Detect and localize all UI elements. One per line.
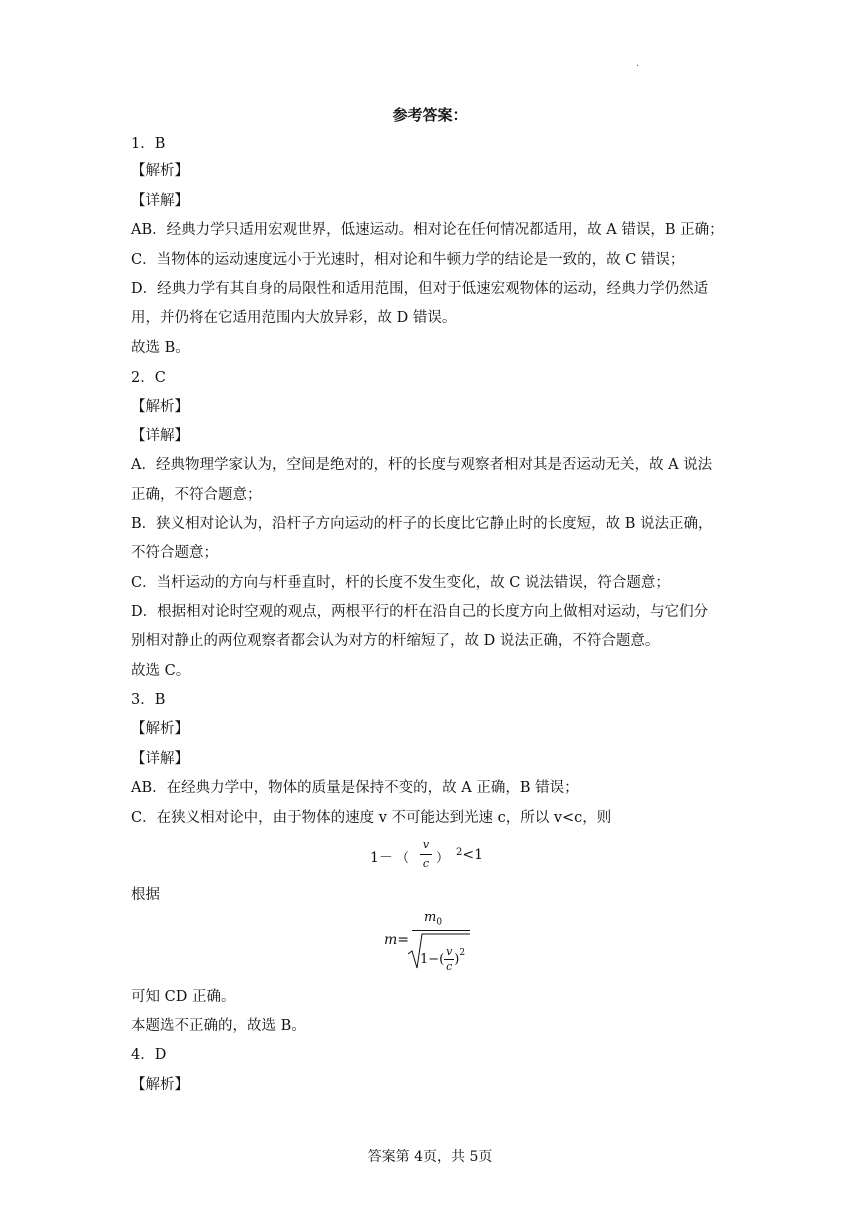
text-line: 故选 B。 [131,340,190,356]
text-line: 【详解】 [131,193,189,209]
text-line: C．在狭义相对论中，由于物体的速度 v 不可能达到光速 c，所以 v<c，则 [131,810,612,826]
formula-lhs: m= [384,932,410,948]
text-line-after-formula1: 根据 [131,887,160,903]
text-line: A．经典物理学家认为，空间是绝对的，杆的长度与观察者相对其是否运动无关，故 A 说法 [131,457,713,473]
text-line: D．根据相对论时空观的观点，两根平行的杆在沿自己的长度方向上做相对运动，与它们分 [131,604,709,620]
text-line: 不符合题意； [131,545,218,561]
text-line: 用，并仍将在它适用范围内大放异彩，故 D 错误。 [131,310,457,326]
text-line: 正确，不符合题意； [131,487,262,503]
page-footer: 答案第 4页，共 5页 [367,1149,493,1165]
text-line: 1．B [131,136,166,152]
rest-mass-symbol: m [424,910,437,925]
text-line: 【解析】 [131,399,189,415]
formula-one-minus: 1－ [370,850,393,866]
formula-right-paren: ） [436,851,450,866]
text-line: 本题选不正确的，故选 B。 [131,1018,306,1034]
page-title: 参考答案： [392,106,468,124]
text-line: 【详解】 [131,751,189,767]
formula-exponent: 2 [456,847,463,858]
radicand [420,946,465,973]
relativistic-mass-formula [384,908,484,974]
text-line: AB．经典力学只适用宏观世界，低速运动。相对论在任何情况都适用，故 A 错误，B 正确； [131,222,724,238]
text-line: 【解析】 [131,1077,189,1093]
text-line: 4．D [131,1047,167,1063]
text-line: 3．B [131,692,166,708]
formula-numerator [424,910,442,928]
formula-less-than-one: <1 [462,847,484,863]
v-over-c-fraction [420,838,432,871]
radicand-exponent: 2 [459,948,466,958]
text-line: 2．C [131,370,166,386]
radicand-close-paren: ) [454,952,460,967]
text-line: C．当杆运动的方向与杆垂直时，杆的长度不发生变化，故 C 说法错误，符合题意； [131,575,670,591]
radicand-fraction [444,946,454,973]
formula-left-paren: （ [396,851,410,866]
text-line: 可知 CD 正确。 [131,989,236,1005]
fraction-denominator: c [422,857,430,870]
text-line: C．当物体的运动速度远小于光速时，相对论和牛顿力学的结论是一致的，故 C 错误； [131,252,685,268]
text-line: B．狭义相对论认为，沿杆子方向运动的杆子的长度比它静止时的长度短，故 B 说法正确， [131,516,713,532]
inequality-formula [370,838,500,878]
main-fraction-bar [412,930,470,931]
text-line: AB．在经典力学中，物体的质量是保持不变的，故 A 正确，B 错误； [131,780,579,796]
text-line: 别相对静止的两位观察者都会认为对方的杆缩短了，故 D 说法正确，不符合题意。 [131,633,660,649]
text-line: 故选 C。 [131,663,191,679]
radicand-numerator: v [446,945,453,958]
fraction-numerator: v [422,838,430,851]
formula-tail [456,847,483,863]
text-line: D．经典力学有其自身的局限性和适用范围，但对于低速宏观物体的运动，经典力学仍然适 [131,281,709,297]
text-line: 【解析】 [131,163,189,179]
text-line: 【详解】 [131,428,189,444]
text-line: 【解析】 [131,721,189,737]
header-dot: . [636,58,640,69]
fraction-bar [420,854,432,855]
radicand-one-minus: 1−( [420,952,445,967]
radicand-denominator: c [446,960,453,973]
rest-mass-subscript: 0 [436,917,443,928]
